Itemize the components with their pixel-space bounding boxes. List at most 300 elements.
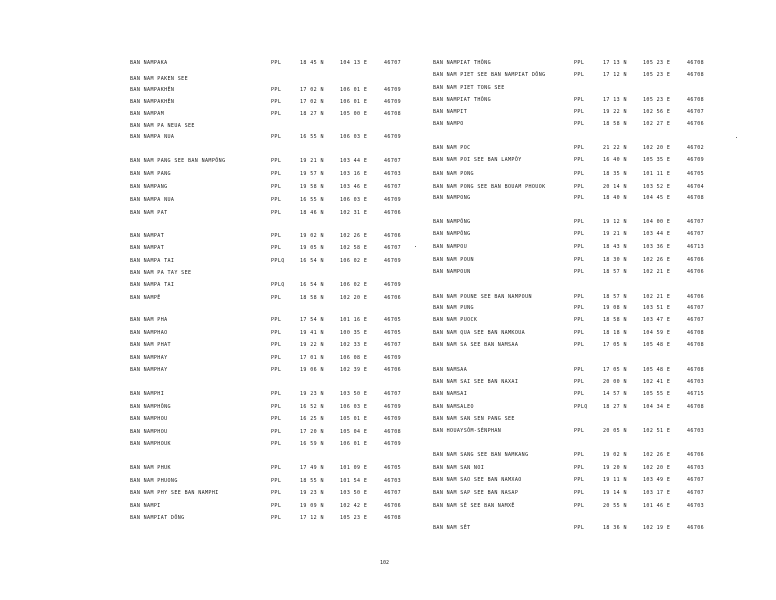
longitude: 103 44 E — [643, 231, 671, 237]
feature-code: PPL — [574, 269, 585, 275]
sheet-number: 46704 — [687, 184, 705, 190]
place-name: BAN NAM SAN NOI — [433, 465, 485, 471]
longitude: 103 52 E — [643, 184, 671, 190]
feature-code: PPL — [574, 428, 585, 434]
longitude: 105 23 E — [643, 60, 671, 66]
latitude: 17 05 N — [603, 342, 627, 348]
sheet-number: 46706 — [687, 257, 705, 263]
latitude: 18 46 N — [300, 210, 324, 216]
place-name: BAN NAMPI — [130, 503, 161, 509]
longitude: 104 45 E — [643, 195, 671, 201]
place-name: BAN NAM PIET TONG SEE — [433, 85, 505, 91]
place-name: BAN NAM SA SEE BAN NAMSAA — [433, 342, 519, 348]
latitude: 17 01 N — [300, 355, 324, 361]
feature-code: PPL — [574, 244, 585, 250]
feature-code: PPL — [574, 477, 585, 483]
sheet-number: 46708 — [687, 342, 705, 348]
latitude: 17 13 N — [603, 60, 627, 66]
feature-code: PPL — [574, 379, 585, 385]
longitude: 103 50 E — [340, 490, 368, 496]
latitude: 20 00 N — [603, 379, 627, 385]
feature-code: PPL — [574, 465, 585, 471]
latitude: 17 12 N — [603, 72, 627, 78]
feature-code: PPL — [271, 197, 282, 203]
latitude: 19 02 N — [603, 452, 627, 458]
longitude: 102 20 E — [643, 465, 671, 471]
sheet-number: 46707 — [687, 317, 705, 323]
place-name: BAN NAMPA TAI — [130, 282, 175, 288]
feature-code: PPL — [574, 60, 585, 66]
place-name: BAN NAM PONG SEE BAN BOUAM PHOUOK — [433, 184, 546, 190]
latitude: 16 54 N — [300, 258, 324, 264]
place-name: BAN NAMPHOU — [130, 416, 168, 422]
feature-code: PPL — [271, 60, 282, 66]
place-name: BAN NAMPIAT DÔNG — [130, 515, 185, 521]
sheet-number: 46709 — [384, 441, 402, 447]
place-name: BAN NAMPAKHÊN — [130, 99, 175, 105]
longitude: 105 48 E — [643, 342, 671, 348]
latitude: 16 40 N — [603, 157, 627, 163]
feature-code: PPL — [271, 342, 282, 348]
feature-code: PPL — [574, 184, 585, 190]
sheet-number: 46713 — [687, 244, 705, 250]
feature-code: PPL — [574, 121, 585, 127]
sheet-number: 46708 — [384, 515, 402, 521]
latitude: 18 45 N — [300, 60, 324, 66]
feature-code: PPL — [574, 317, 585, 323]
latitude: 19 21 N — [603, 231, 627, 237]
sheet-number: 46709 — [687, 157, 705, 163]
feature-code: PPL — [271, 245, 282, 251]
feature-code: PPL — [271, 490, 282, 496]
feature-code: PPL — [271, 367, 282, 373]
place-name: BAN NAMPIT — [433, 109, 468, 115]
sheet-number: 46703 — [687, 503, 705, 509]
place-name: BAN NAMPHOUK — [130, 441, 171, 447]
feature-code: PPL — [574, 157, 585, 163]
sheet-number: 46706 — [384, 210, 402, 216]
place-name: BAN NAM PHUK — [130, 465, 171, 471]
place-name: BAN NAM SAN SEN PANG SEE — [433, 416, 515, 422]
place-name: BAN NAM SÊ SEE BAN NAMXÊ — [433, 503, 515, 509]
place-name: BAN NAMPHÔNG — [130, 404, 171, 410]
latitude: 19 22 N — [300, 342, 324, 348]
sheet-number: 46706 — [687, 452, 705, 458]
sheet-number: 46707 — [384, 60, 402, 66]
latitude: 18 57 N — [603, 294, 627, 300]
place-name: BAN NAMPHAO — [130, 330, 168, 336]
longitude: 102 19 E — [643, 525, 671, 531]
latitude: 16 52 N — [300, 404, 324, 410]
latitude: 16 54 N — [300, 282, 324, 288]
feature-code: PPL — [574, 391, 585, 397]
place-name: BAN NAM PAT — [130, 210, 168, 216]
latitude: 18 57 N — [603, 269, 627, 275]
place-name: BAN NAM PHUONG — [130, 478, 178, 484]
latitude: 16 55 N — [300, 134, 324, 140]
latitude: 18 27 N — [603, 404, 627, 410]
feature-code: PPL — [271, 355, 282, 361]
longitude: 101 09 E — [340, 465, 368, 471]
place-name: BAN NAM SAI SEE BAN NAXAI — [433, 379, 519, 385]
place-name: BAN NAMPHAY — [130, 355, 168, 361]
latitude: 18 27 N — [300, 111, 324, 117]
feature-code: PPL — [271, 465, 282, 471]
place-name: BAN NAMSALEO — [433, 404, 474, 410]
longitude: 102 56 E — [643, 109, 671, 115]
feature-code: PPL — [271, 317, 282, 323]
feature-code: PPL — [271, 391, 282, 397]
longitude: 101 46 E — [643, 503, 671, 509]
latitude: 17 49 N — [300, 465, 324, 471]
latitude: 16 25 N — [300, 416, 324, 422]
feature-code: PPL — [271, 184, 282, 190]
longitude: 102 21 E — [643, 269, 671, 275]
latitude: 19 23 N — [300, 490, 324, 496]
longitude: 105 35 E — [643, 157, 671, 163]
place-name: BAN NAMPA TAI — [130, 258, 175, 264]
latitude: 19 02 N — [300, 233, 324, 239]
place-name: BAN NAMPONG — [433, 195, 471, 201]
longitude: 106 03 E — [340, 197, 368, 203]
latitude: 19 23 N — [300, 391, 324, 397]
sheet-number: 46706 — [687, 121, 705, 127]
longitude: 102 27 E — [643, 121, 671, 127]
latitude: 16 59 N — [300, 441, 324, 447]
sheet-number: 46707 — [384, 184, 402, 190]
longitude: 105 48 E — [643, 367, 671, 373]
sheet-number: 46709 — [384, 416, 402, 422]
place-name: BAN NAM SAP SEE BAN NASAP — [433, 490, 519, 496]
place-name: BAN NAMPAKA — [130, 60, 168, 66]
place-name: BAN NAMPAT — [130, 233, 165, 239]
sheet-number: 46707 — [687, 219, 705, 225]
sheet-number: 46705 — [687, 171, 705, 177]
longitude: 102 42 E — [340, 503, 368, 509]
place-name: BAN NAM PA NEUA SEE — [130, 123, 195, 129]
sheet-number: 46708 — [687, 330, 705, 336]
longitude: 102 26 E — [340, 233, 368, 239]
latitude: 19 20 N — [603, 465, 627, 471]
place-name: BAN NAM PANG — [130, 171, 171, 177]
latitude: 19 06 N — [300, 367, 324, 373]
feature-code: PPL — [574, 257, 585, 263]
place-name: BAN NAM PANG SEE BAN NAMPÔNG — [130, 158, 226, 164]
place-name: BAN NAMPIAT THÔNG — [433, 60, 491, 66]
sheet-number: 46708 — [687, 367, 705, 373]
feature-code: PPL — [271, 429, 282, 435]
latitude: 18 36 N — [603, 525, 627, 531]
sheet-number: 46715 — [687, 391, 705, 397]
sheet-number: 46709 — [384, 134, 402, 140]
feature-code: PPL — [574, 171, 585, 177]
longitude: 103 51 E — [643, 305, 671, 311]
place-name: BAN NAM SANG SEE BAN NAMKANG — [433, 452, 529, 458]
latitude: 19 22 N — [603, 109, 627, 115]
feature-code: PPL — [574, 231, 585, 237]
sheet-number: 46706 — [687, 525, 705, 531]
longitude: 101 54 E — [340, 478, 368, 484]
sheet-number: 46708 — [687, 72, 705, 78]
feature-code: PPL — [574, 72, 585, 78]
place-name: BAN NAM POUN — [433, 257, 474, 263]
sheet-number: 46709 — [384, 87, 402, 93]
place-name: BAN NAM PHA — [130, 317, 168, 323]
latitude: 18 58 N — [300, 295, 324, 301]
longitude: 102 33 E — [340, 342, 368, 348]
place-name: BAN NAMPHI — [130, 391, 165, 397]
feature-code: PPL — [271, 171, 282, 177]
feature-code: PPLQ — [574, 404, 588, 410]
feature-code: PPL — [271, 87, 282, 93]
sheet-number: 46707 — [384, 490, 402, 496]
feature-code: PPL — [574, 145, 585, 151]
feature-code: PPL — [271, 478, 282, 484]
latitude: 18 55 N — [300, 478, 324, 484]
sheet-number: 46703 — [384, 171, 402, 177]
longitude: 103 49 E — [643, 477, 671, 483]
latitude: 18 43 N — [603, 244, 627, 250]
longitude: 106 08 E — [340, 355, 368, 361]
place-name: BAN NAMPÊ — [130, 295, 161, 301]
longitude: 106 02 E — [340, 258, 368, 264]
sheet-number: 46709 — [384, 404, 402, 410]
feature-code: PPL — [271, 158, 282, 164]
sheet-number: 46706 — [384, 295, 402, 301]
latitude: 17 02 N — [300, 87, 324, 93]
place-name: BAN NAM PUNG — [433, 305, 474, 311]
place-name: BAN NAMPÔNG — [433, 219, 471, 225]
longitude: 102 21 E — [643, 294, 671, 300]
longitude: 102 26 E — [643, 452, 671, 458]
sheet-number: 46707 — [687, 109, 705, 115]
feature-code: PPL — [574, 342, 585, 348]
latitude: 17 12 N — [300, 515, 324, 521]
sheet-number: 46707 — [687, 231, 705, 237]
place-name: BAN NAMPIAT THÔNG — [433, 97, 491, 103]
latitude: 18 30 N — [603, 257, 627, 263]
longitude: 103 47 E — [643, 317, 671, 323]
longitude: 104 13 E — [340, 60, 368, 66]
sheet-number: 46703 — [687, 465, 705, 471]
place-name: BAN NAM PIET SEE BAN NAMPIAT DÔNG — [433, 72, 546, 78]
sheet-number: 46705 — [384, 317, 402, 323]
latitude: 14 57 N — [603, 391, 627, 397]
place-name: BAN NAMSAA — [433, 367, 468, 373]
feature-code: PPL — [271, 441, 282, 447]
feature-code: PPL — [271, 295, 282, 301]
place-name: BAN NAMPÔNG — [433, 231, 471, 237]
longitude: 101 16 E — [340, 317, 368, 323]
longitude: 104 00 E — [643, 219, 671, 225]
longitude: 105 55 E — [643, 391, 671, 397]
latitude: 19 05 N — [300, 245, 324, 251]
sheet-number: 46707 — [687, 305, 705, 311]
latitude: 17 02 N — [300, 99, 324, 105]
longitude: 101 11 E — [643, 171, 671, 177]
longitude: 105 23 E — [643, 97, 671, 103]
page-number: 102 — [380, 560, 390, 566]
longitude: 102 20 E — [340, 295, 368, 301]
feature-code: PPL — [271, 416, 282, 422]
sheet-number: 46709 — [384, 282, 402, 288]
place-name: BAN NAMPA NUA — [130, 197, 175, 203]
longitude: 106 03 E — [340, 134, 368, 140]
longitude: 105 23 E — [643, 72, 671, 78]
place-name: BAN NAM QUA SEE BAN NAMKOUA — [433, 330, 526, 336]
feature-code: PPL — [271, 111, 282, 117]
place-name: BAN NAM POI SEE BAN LAMPÔY — [433, 157, 522, 163]
sheet-number: 46706 — [384, 367, 402, 373]
sheet-number: 46708 — [384, 111, 402, 117]
latitude: 17 20 N — [300, 429, 324, 435]
sheet-number: 46709 — [384, 99, 402, 105]
place-name: BAN NAMPOU — [433, 244, 468, 250]
place-name: BAN NAMPAM — [130, 111, 165, 117]
longitude: 102 51 E — [643, 428, 671, 434]
place-name: BAN NAMPANG — [130, 184, 168, 190]
feature-code: PPL — [574, 503, 585, 509]
place-name: BAN NAM PHAT — [130, 342, 171, 348]
sheet-number: 46703 — [384, 478, 402, 484]
latitude: 16 55 N — [300, 197, 324, 203]
place-name: BAN NAMPAT — [130, 245, 165, 251]
feature-code: PPLQ — [271, 258, 285, 264]
latitude: 19 08 N — [603, 305, 627, 311]
latitude: 19 21 N — [300, 158, 324, 164]
feature-code: PPL — [574, 195, 585, 201]
longitude: 104 59 E — [643, 330, 671, 336]
feature-code: PPL — [271, 210, 282, 216]
place-name: BAN NAM POUNE SEE BAN NAMPOUN — [433, 294, 532, 300]
feature-code: PPL — [574, 305, 585, 311]
sheet-number: 46705 — [384, 465, 402, 471]
sheet-number: 46706 — [687, 269, 705, 275]
longitude: 106 03 E — [340, 404, 368, 410]
latitude: 18 40 N — [603, 195, 627, 201]
sheet-number: 46708 — [687, 60, 705, 66]
longitude: 100 35 E — [340, 330, 368, 336]
place-name: BAN NAM PA TAY SEE — [130, 270, 192, 276]
feature-code: PPL — [271, 134, 282, 140]
longitude: 105 04 E — [340, 429, 368, 435]
longitude: 102 20 E — [643, 145, 671, 151]
place-name: BAN NAM SÊT — [433, 525, 471, 531]
feature-code: PPL — [574, 109, 585, 115]
sheet-number: 46709 — [384, 355, 402, 361]
feature-code: PPL — [574, 525, 585, 531]
latitude: 17 13 N — [603, 97, 627, 103]
feature-code: PPL — [574, 219, 585, 225]
place-name: BAN NAMPO — [433, 121, 464, 127]
place-name: BAN NAM POC — [433, 145, 471, 151]
feature-code: PPL — [574, 452, 585, 458]
longitude: 102 26 E — [643, 257, 671, 263]
place-name: BAN NAM PONG — [433, 171, 474, 177]
sheet-number: 46708 — [687, 97, 705, 103]
feature-code: PPL — [574, 97, 585, 103]
place-name: BAN NAMPHOU — [130, 429, 168, 435]
sheet-number: 46707 — [384, 342, 402, 348]
longitude: 103 46 E — [340, 184, 368, 190]
sheet-number: 46706 — [384, 503, 402, 509]
latitude: 17 54 N — [300, 317, 324, 323]
longitude: 102 39 E — [340, 367, 368, 373]
scan-speck — [415, 246, 416, 247]
longitude: 103 44 E — [340, 158, 368, 164]
feature-code: PPLQ — [271, 282, 285, 288]
feature-code: PPL — [271, 233, 282, 239]
sheet-number: 46708 — [687, 195, 705, 201]
latitude: 18 35 N — [603, 171, 627, 177]
sheet-number: 46703 — [687, 428, 705, 434]
latitude: 17 05 N — [603, 367, 627, 373]
place-name: BAN NAM PUOCK — [433, 317, 478, 323]
sheet-number: 46703 — [687, 379, 705, 385]
feature-code: PPL — [271, 503, 282, 509]
place-name: BAN NAMPOUN — [433, 269, 471, 275]
latitude: 21 22 N — [603, 145, 627, 151]
longitude: 104 34 E — [643, 404, 671, 410]
sheet-number: 46706 — [687, 294, 705, 300]
longitude: 106 01 E — [340, 99, 368, 105]
longitude: 103 50 E — [340, 391, 368, 397]
longitude: 102 31 E — [340, 210, 368, 216]
sheet-number: 46707 — [687, 477, 705, 483]
longitude: 106 02 E — [340, 282, 368, 288]
latitude: 19 14 N — [603, 490, 627, 496]
longitude: 106 01 E — [340, 87, 368, 93]
feature-code: PPL — [574, 294, 585, 300]
feature-code: PPL — [271, 99, 282, 105]
longitude: 102 41 E — [643, 379, 671, 385]
sheet-number: 46707 — [384, 245, 402, 251]
latitude: 19 57 N — [300, 171, 324, 177]
latitude: 18 18 N — [603, 330, 627, 336]
longitude: 105 23 E — [340, 515, 368, 521]
longitude: 102 58 E — [340, 245, 368, 251]
place-name: BAN HOUAYSÔM-SÈNPHAN — [433, 428, 502, 434]
feature-code: PPL — [271, 515, 282, 521]
feature-code: PPL — [271, 404, 282, 410]
sheet-number: 46702 — [687, 145, 705, 151]
feature-code: PPL — [574, 330, 585, 336]
longitude: 106 01 E — [340, 441, 368, 447]
sheet-number: 46709 — [384, 197, 402, 203]
latitude: 19 41 N — [300, 330, 324, 336]
sheet-number: 46705 — [384, 330, 402, 336]
latitude: 18 58 N — [603, 121, 627, 127]
sheet-number: 46706 — [384, 233, 402, 239]
sheet-number: 46707 — [384, 391, 402, 397]
scan-speck — [736, 137, 737, 138]
longitude: 103 36 E — [643, 244, 671, 250]
latitude: 18 58 N — [603, 317, 627, 323]
latitude: 20 55 N — [603, 503, 627, 509]
longitude: 103 17 E — [643, 490, 671, 496]
sheet-number: 46708 — [384, 429, 402, 435]
place-name: BAN NAM PHY SEE BAN NAMPHI — [130, 490, 219, 496]
sheet-number: 46708 — [687, 404, 705, 410]
latitude: 20 05 N — [603, 428, 627, 434]
longitude: 105 00 E — [340, 111, 368, 117]
place-name: BAN NAMSAI — [433, 391, 468, 397]
latitude: 19 12 N — [603, 219, 627, 225]
place-name: BAN NAMPAKHÊN — [130, 87, 175, 93]
place-name: BAN NAMPHAY — [130, 367, 168, 373]
latitude: 20 14 N — [603, 184, 627, 190]
latitude: 19 11 N — [603, 477, 627, 483]
